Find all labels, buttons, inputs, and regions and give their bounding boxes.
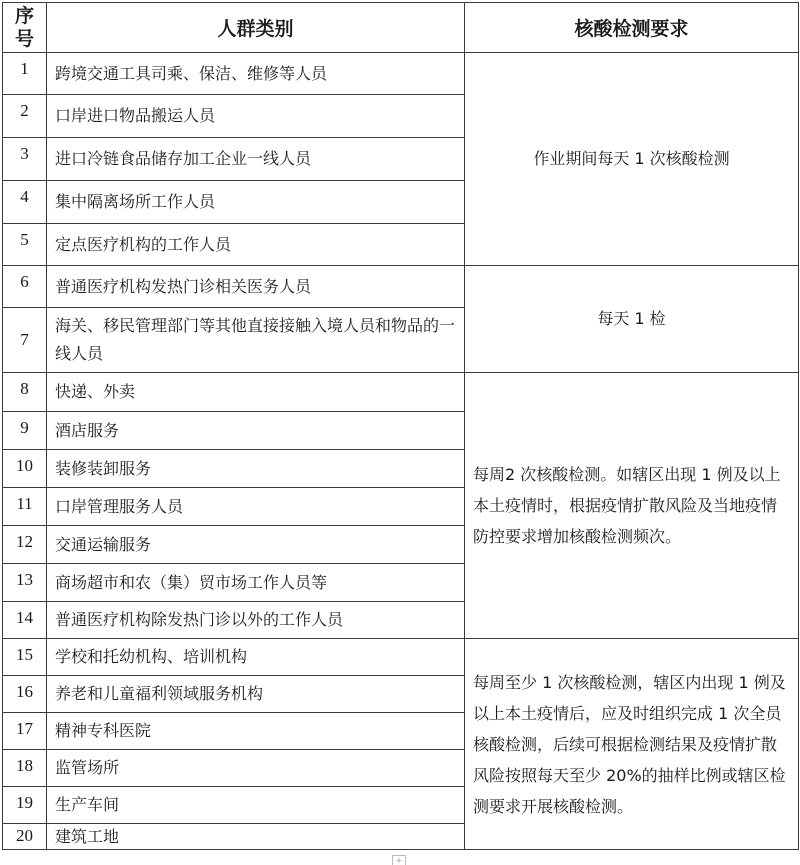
row-category: 进口冷链食品储存加工企业一线人员 (47, 138, 465, 181)
row-category: 定点医疗机构的工作人员 (47, 224, 465, 266)
row-category: 口岸进口物品搬运人员 (47, 95, 465, 138)
row-category: 装修装卸服务 (47, 450, 465, 488)
row-number: 18 (3, 750, 47, 787)
row-number: 16 (3, 676, 47, 713)
table-row (3, 373, 799, 412)
header-row (3, 3, 799, 53)
row-category: 集中隔离场所工作人员 (47, 181, 465, 224)
row-number: 15 (3, 639, 47, 676)
row-number: 9 (3, 412, 47, 450)
row-category: 口岸管理服务人员 (47, 488, 465, 526)
row-number: 20 (3, 824, 47, 850)
row-category: 监管场所 (47, 750, 465, 787)
row-number: 8 (3, 373, 47, 412)
requirement-group-4: 每周至少 1 次核酸检测，辖区内出现 1 例及以上本土疫情后，应及时组织完成 1 次全员核酸检测，后续可根据检测结果及疫情扩散风险按照每天至少 20%的抽样比例或辖区检测要求开展核酸检测。 (465, 639, 799, 850)
row-category: 生产车间 (47, 787, 465, 824)
row-category: 精神专科医院 (47, 713, 465, 750)
requirement-group-1: 作业期间每天 1 次核酸检测 (465, 53, 799, 266)
requirement-group-3: 每周2 次核酸检测。如辖区出现 1 例及以上本土疫情时，根据疫情扩散风险及当地疫情防控要求增加核酸检测频次。 (465, 373, 799, 639)
row-category: 建筑工地 (47, 824, 465, 850)
requirement-group-2: 每天 1 检 (465, 266, 799, 373)
row-category: 交通运输服务 (47, 526, 465, 564)
testing-requirements-table (2, 2, 799, 850)
row-category: 商场超市和农（集）贸市场工作人员等 (47, 564, 465, 602)
row-category: 学校和托幼机构、培训机构 (47, 639, 465, 676)
row-number: 6 (3, 266, 47, 308)
row-number: 19 (3, 787, 47, 824)
row-number: 7 (3, 308, 47, 373)
row-category: 普通医疗机构发热门诊相关医务人员 (47, 266, 465, 308)
header-seq: 序号 (3, 3, 47, 53)
table-row (3, 266, 799, 308)
row-number: 13 (3, 564, 47, 602)
row-category: 跨境交通工具司乘、保洁、维修等人员 (47, 53, 465, 95)
row-number: 11 (3, 488, 47, 526)
row-number: 4 (3, 181, 47, 224)
row-category: 酒店服务 (47, 412, 465, 450)
row-category: 普通医疗机构除发热门诊以外的工作人员 (47, 602, 465, 639)
row-category: 养老和儿童福利领域服务机构 (47, 676, 465, 713)
header-requirement: 核酸检测要求 (465, 3, 799, 53)
page-anchor-icon: + (392, 855, 406, 865)
row-category: 快递、外卖 (47, 373, 465, 412)
row-category: 海关、移民管理部门等其他直接接触入境人员和物品的一线人员 (47, 308, 465, 373)
row-number: 1 (3, 53, 47, 95)
header-category: 人群类别 (47, 3, 465, 53)
row-number: 2 (3, 95, 47, 138)
row-number: 10 (3, 450, 47, 488)
table-row (3, 53, 799, 95)
row-number: 5 (3, 224, 47, 266)
row-number: 17 (3, 713, 47, 750)
row-number: 14 (3, 602, 47, 639)
table-row (3, 639, 799, 676)
row-number: 12 (3, 526, 47, 564)
row-number: 3 (3, 138, 47, 181)
